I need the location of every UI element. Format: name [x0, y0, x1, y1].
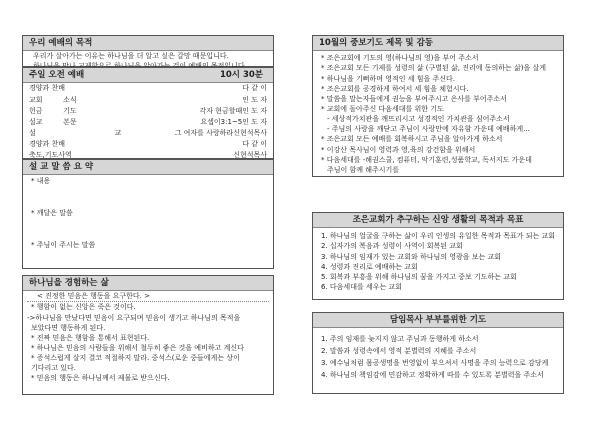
worship-order-row — [23, 106, 273, 117]
order-item: 설 — [29, 129, 36, 138]
pastor-prayer-item: 1. 주의 임재를 늦지지 않고 주님과 동행하게 하소서 — [321, 335, 479, 344]
order-note: 요셉이3:1~5 — [200, 117, 243, 126]
church-goals-title: 조은교회가 추구하는 신앙 생활의 목적과 목표 — [313, 213, 563, 228]
worship-order-row — [23, 95, 273, 106]
experience-box — [22, 275, 274, 395]
church-goal-item: 5. 회복과 부흥을 위해 하나님의 꿈을 가지고 중보 기도하는 교회 — [321, 272, 517, 281]
prayer-topic: - 주님의 사랑을 깨닫고 주님이 사랑만에 자유함 가운데 예배하게... — [327, 125, 530, 134]
church-goal-item: 1. 하나님의 얼굴을 구하는 삶이 우리 인생의 유일한 목적과 목표가 되는 교회 — [321, 232, 556, 241]
order-item: 헌금 — [29, 106, 43, 115]
experience-line: ->하나님을 만났다면 믿음이 요구되며 믿음이 생기고 하나님의 목적을 — [27, 313, 241, 322]
order-item: 교회 — [29, 95, 43, 104]
experience-title: 하나님을 경험하는 삶 — [23, 276, 273, 291]
order-detail: 기도 — [63, 106, 77, 115]
prayer-topic: * 조은교회를 공경하게 하여서 세 힘을 체험시다. — [321, 84, 469, 93]
worship-time: 10시 30분 — [219, 70, 263, 80]
sunday-worship-header — [23, 68, 273, 83]
order-note — [183, 83, 242, 94]
pastor-prayer-box — [312, 312, 564, 394]
prayer-topic: * 교회에 돌아주신 다음세대를 위한 기도 — [321, 105, 444, 114]
prayer-topic: * 조은교회에 기도의 영(하나님의 영)을 부어 주소서 — [321, 54, 479, 63]
experience-line: * 믿음의 행동은 하나님께서 제물로 받으신다. — [31, 374, 170, 383]
order-detail — [65, 83, 183, 94]
pastor-prayer-item: 2. 말씀과 성령속에서 영적 분별력의 지혜를 주소서 — [321, 347, 477, 356]
prayer-topics-box — [312, 35, 564, 177]
order-note: 그 여자를 사랑하라 — [174, 129, 234, 138]
prayer-topics-title: 10월의 중보기도 제목 및 감동 — [313, 36, 563, 51]
worship-purpose-box — [22, 35, 274, 67]
sermon-note-item: * 깨달은 말씀 — [31, 209, 73, 217]
order-leader: 인 도 자 — [242, 95, 267, 104]
church-goal-item: 2. 십자가의 복음과 성령이 사역이 회복된 교회 — [321, 242, 463, 251]
experience-line: 보았다면 행동하게 된다. — [31, 323, 106, 332]
order-item: 경양과 찬배 — [29, 140, 66, 149]
order-detail — [65, 139, 183, 150]
sunday-worship-title: 주일 오전 예배 — [29, 70, 85, 80]
sermon-summary-title: 설 교 말 씀 요 약 — [23, 160, 273, 175]
prayer-topic: * 말씀을 말는자들에게 권능을 부여주시고 은사를 부어주소서 — [321, 94, 507, 103]
church-goal-item: 6. 다음세대를 세우는 교회 — [321, 283, 402, 292]
sermon-note-item: * 내용 — [31, 177, 51, 185]
church-goal-item: 3. 하나님의 임재가 있는 교회와 하나님의 영광을 보는 교회 — [321, 252, 502, 261]
purpose-line: 우리가 살아가는 이유는 하나님을 더 알고 싶은 갈망 때문입니다. — [33, 52, 229, 61]
order-item: 경양과 찬배 — [29, 84, 66, 93]
prayer-topic: * 조은교회 모든 예배를 회복하시고 주님을 알아가게 하소서 — [321, 135, 503, 144]
prayer-topic: * 하나님을 기뻐하며 영적인 세 힘을 주신다. — [321, 74, 456, 83]
pastor-prayer-item: 4. 하나님의 책임감에 민감하고 정확하게 따를 수 있도록 분별력을 주소서 — [321, 370, 544, 379]
experience-subtitle: < 진정한 믿음은 행동을 요구한다. > — [37, 292, 150, 301]
order-leader: 인 도 자 — [242, 106, 267, 115]
worship-order-row — [23, 128, 273, 139]
experience-line: * 행함이 없는 신앙은 죽은 것이다. — [31, 303, 136, 312]
prayer-topic: * 조은교회 모든 기제를 성령의 삶 (구별된 삶, 진리에 동의하는 삶)을 살게 — [321, 64, 546, 73]
order-leader: 신현석목사 — [233, 129, 267, 138]
order-leader: 다 같 이 — [242, 140, 267, 149]
worship-purpose-title: 우리 예배의 목적 — [23, 36, 273, 51]
order-note — [183, 139, 242, 150]
worship-order-row — [23, 83, 273, 94]
experience-line: * 하나님은 믿음의 사람들을 위해서 철두히 좋은 것을 예비하고 계신다 — [31, 344, 244, 353]
pastor-prayer-item: 3. 예수님처럼 몸공생명을 번영없이 부으셔서 사명을 주의 능력으로 감당케 — [321, 359, 549, 368]
worship-order-row — [23, 117, 273, 128]
worship-order-row — [23, 139, 273, 150]
sermon-note-item: * 주님이 주시는 말씀 — [31, 241, 96, 249]
order-note — [183, 95, 243, 106]
experience-line: * 증석스럽게 살지 결코 적절하지 말라. 중석스(로운 중들에게는 상이 — [31, 354, 240, 363]
order-detail: 본문 — [63, 117, 77, 126]
order-note: 각자 현금할때 — [199, 106, 243, 115]
order-item: 설교 — [29, 117, 43, 126]
experience-line: 기다리고 있다. — [31, 364, 77, 373]
prayer-topic: * 다음세대를 -해권스쿨, 컴퓨터, 악기훈련,성품학교, 독서지도 가운데 — [321, 155, 532, 164]
order-detail: 교 — [114, 129, 122, 138]
pastor-prayer-title: 담임목사 부부를위한 기도 — [313, 313, 563, 328]
sunday-worship-box — [22, 67, 274, 159]
order-leader: 신현석목사 — [233, 151, 267, 160]
order-item: 축도,기도사역 — [29, 151, 72, 160]
church-goals-box — [312, 212, 564, 300]
order-detail: 소식 — [63, 95, 77, 104]
order-leader: 인 도 자 — [242, 117, 267, 126]
church-goal-item: 4. 성령과 진리로 예배하는 교회 — [321, 262, 418, 271]
prayer-topic: - 세상적가치관을 깨뜨리시고 성경적인 가치관을 심어주소서 — [327, 115, 510, 124]
sermon-summary-box — [22, 159, 274, 269]
order-leader: 다 같 이 — [242, 84, 267, 93]
prayer-topic: * 이강산 목사님이 영력과 영,육의 강건함을 위해서 — [321, 145, 476, 154]
experience-line: * 진짜 믿음은 행함을 통해서 표현된다. — [31, 333, 150, 342]
prayer-topic: 주님이 함께 해주시기를 — [327, 165, 400, 174]
